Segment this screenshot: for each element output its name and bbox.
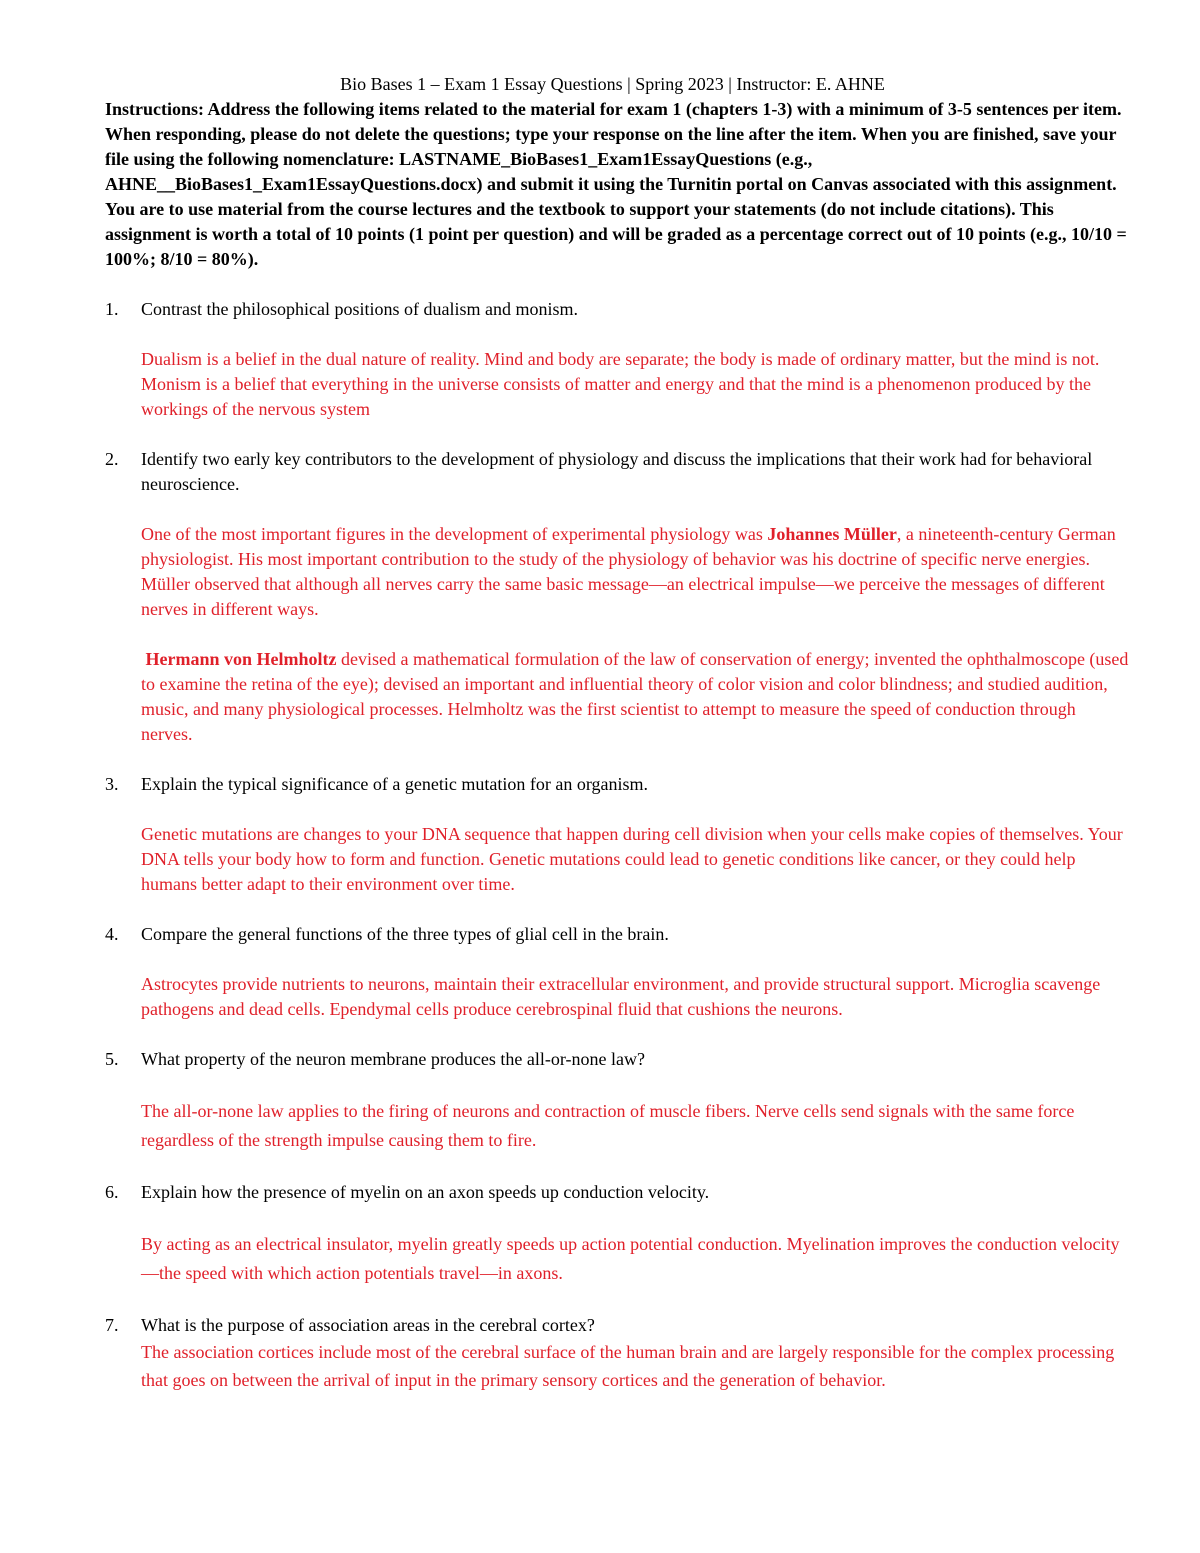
answer-segment: , a nineteenth-century German physiologist. His most important contribution to the study of the physiology of behavior was his doctrine of specific nerve energies. Müller observed that although all nerves carry the same basic message—an electrical impulse—we perceive the messages of different nerves in different ways. bbox=[141, 524, 1116, 619]
question-item-7 bbox=[105, 1313, 1130, 1394]
question-text: Contrast the philosophical positions of dualism and monism. bbox=[141, 299, 578, 319]
question-number: 5. bbox=[105, 1049, 119, 1069]
question-text: Explain the typical significance of a genetic mutation for an organism. bbox=[141, 774, 649, 794]
question-text: What property of the neuron membrane produces the all-or-none law? bbox=[141, 1049, 645, 1069]
question-item-4 bbox=[105, 922, 1130, 1022]
question-item-6 bbox=[105, 1180, 1130, 1288]
question-number: 1. bbox=[105, 299, 119, 319]
answer-text bbox=[141, 647, 1130, 747]
question-number: 6. bbox=[105, 1182, 119, 1202]
answer-segment: devised a mathematical formulation of the law of conservation of energy; invented the ophthalmoscope (used to examine the retina of the eye); devised an important and influential theory of color vision and color blindness; and studied audition, music, and many physiological processes. Helmholtz was the first scientist to attempt to measure the speed of conduction through nerves. bbox=[141, 649, 1129, 744]
question-number: 4. bbox=[105, 924, 119, 944]
answer-text bbox=[141, 522, 1130, 622]
answer-text: The all-or-none law applies to the firing of neurons and contraction of muscle fibers. Nerve cells send signals with the same force regardless of the strength impulse causing them to fire. bbox=[141, 1101, 1075, 1150]
question-text: Compare the general functions of the three types of glial cell in the brain. bbox=[141, 924, 669, 944]
answer-segment: One of the most important figures in the development of experimental physiology was bbox=[141, 524, 768, 544]
document-header: Bio Bases 1 – Exam 1 Essay Questions | Spring 2023 | Instructor: E. AHNE bbox=[340, 74, 885, 94]
answer-text: The association cortices include most of the cerebral surface of the human brain and are largely responsible for the complex processing that goes on between the arrival of input in the primary sensory cortices and the generation of behavior. bbox=[141, 1342, 1115, 1390]
answer-highlight-name: Hermann von Helmholtz bbox=[145, 649, 337, 669]
answer-text: Dualism is a belief in the dual nature of reality. Mind and body are separate; the body is made of ordinary matter, but the mind is not. Monism is a belief that everything in the universe consists of matter and energy and that the mind is a phenomenon produced by the workings of the nervous system bbox=[141, 349, 1100, 419]
answer-text: Genetic mutations are changes to your DNA sequence that happen during cell division when your cells make copies of themselves. Your DNA tells your body how to form and function. Genetic mutations could lead to genetic conditions like cancer, or they could help humans better adapt to their environment over time. bbox=[141, 824, 1123, 894]
question-item-2 bbox=[105, 447, 1130, 747]
question-item-3 bbox=[105, 772, 1130, 897]
question-text: What is the purpose of association areas in the cerebral cortex? bbox=[141, 1315, 595, 1335]
question-text: Explain how the presence of myelin on an axon speeds up conduction velocity. bbox=[141, 1182, 710, 1202]
answer-text: Astrocytes provide nutrients to neurons, maintain their extracellular environment, and provide structural support. Microglia scavenge pathogens and dead cells. Ependymal cells produce cerebrospinal fluid that cushions the neurons. bbox=[141, 974, 1101, 1019]
answer-text: By acting as an electrical insulator, myelin greatly speeds up action potential conduction. Myelination improves the conduction velocity—the speed with which action potentials travel—in axons. bbox=[141, 1234, 1120, 1283]
question-list bbox=[105, 297, 1130, 1394]
question-number: 7. bbox=[105, 1315, 119, 1335]
question-number: 3. bbox=[105, 774, 119, 794]
question-number: 2. bbox=[105, 449, 119, 469]
question-text: Identify two early key contributors to the development of physiology and discuss the implications that their work had for behavioral neuroscience. bbox=[141, 449, 1093, 494]
instructions-paragraph: Instructions: Address the following items related to the material for exam 1 (chapters 1-3) with a minimum of 3-5 sentences per item. When responding, please do not delete the questions; type your response on the line after the item. When you are finished, save your file using the following nomenclature: LASTNAME_BioBases1_Exam1EssayQuestions (e.g., AHNE__BioBases1_Exam1EssayQuestions.docx) and submit it using the Turnitin portal on Canvas associated with this assignment. You are to use material from the course lectures and the textbook to support your statements (do not include citations). This assignment is worth a total of 10 points (1 point per question) and will be graded as a percentage correct out of 10 points (e.g., 10/10 = 100%; 8/10 = 80%). bbox=[105, 99, 1127, 269]
answer-highlight-name: Johannes Müller bbox=[767, 524, 897, 544]
question-item-1 bbox=[105, 297, 1130, 422]
question-item-5 bbox=[105, 1047, 1130, 1155]
